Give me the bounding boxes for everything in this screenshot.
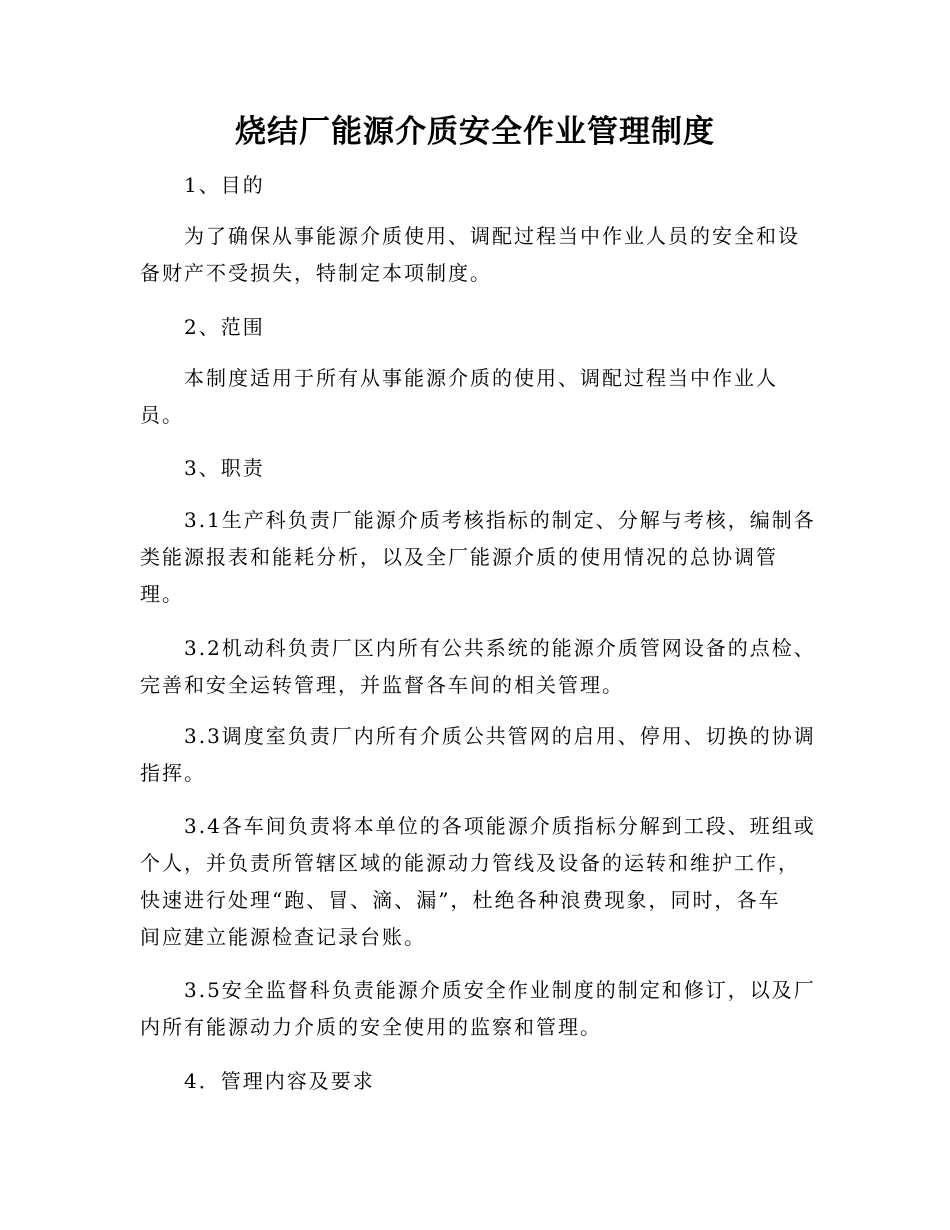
text-line: 个人，并负责所管辖区域的能源动力管线及设备的运转和维护工作， — [140, 851, 800, 875]
paragraph-3-5 — [140, 972, 816, 1046]
section-heading-management — [140, 1063, 812, 1100]
section-heading-responsibilities — [140, 450, 812, 487]
text-line: 快速进行处理“跑、冒、滴、漏”，杜绝各种浪费现象，同时，各车 — [140, 888, 781, 912]
text-line: 为了确保从事能源介质使用、调配过程当中作业人员的安全和设 — [184, 224, 800, 248]
paragraph-3-2 — [140, 630, 816, 704]
text-line: 备财产不受损失，特制定本项制度。 — [140, 261, 492, 285]
text-line: 指挥。 — [140, 761, 206, 785]
paragraph-3-4 — [140, 808, 816, 956]
text-line: 3.1生产科负责厂能源介质考核指标的制定、分解与考核，编制各 — [184, 508, 816, 532]
paragraph-purpose — [140, 218, 812, 292]
text-line: 4．管理内容及要求 — [184, 1069, 375, 1093]
text-line: 3、职责 — [184, 456, 265, 480]
text-line: 间应建立能源检查记录台账。 — [140, 925, 426, 949]
text-line: 3.5安全监督科负责能源介质安全作业制度的制定和修订，以及厂 — [184, 978, 816, 1002]
text-line: 2、范围 — [184, 315, 265, 339]
text-line: 内所有能源动力介质的安全使用的监察和管理。 — [140, 1015, 602, 1039]
text-line: 3.4各车间负责将本单位的各项能源介质指标分解到工段、班组或 — [184, 814, 816, 838]
text-line: 3.2机动科负责厂区内所有公共系统的能源介质管网设备的点检、 — [184, 636, 816, 660]
text-line: 员。 — [140, 403, 184, 427]
text-line: 本制度适用于所有从事能源介质的使用、调配过程当中作业人 — [184, 366, 778, 390]
paragraph-3-3 — [140, 718, 816, 792]
text-line: 完善和安全运转管理，并监督各车间的相关管理。 — [140, 673, 624, 697]
text-line: 理。 — [140, 582, 184, 606]
text-line: 1、目的 — [184, 173, 265, 197]
text-line: 3.3调度室负责厂内所有介质公共管网的启用、停用、切换的协调 — [184, 724, 816, 748]
section-heading-purpose — [140, 167, 812, 204]
section-heading-scope — [140, 309, 812, 346]
text-line: 类能源报表和能耗分析，以及全厂能源介质的使用情况的总协调管 — [140, 545, 778, 569]
document-title: 烧结厂能源介质安全作业管理制度 — [235, 114, 715, 150]
paragraph-3-1 — [140, 502, 816, 613]
paragraph-scope — [140, 360, 812, 434]
